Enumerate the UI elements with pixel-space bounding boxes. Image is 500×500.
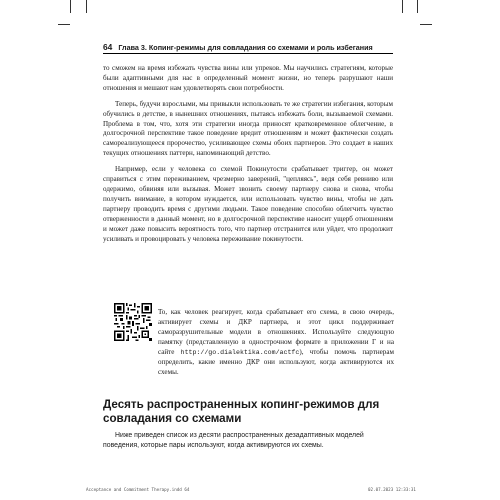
crop-mark	[417, 0, 418, 13]
paragraph: Например, если у человека со схемой Покинутости срабатывает триггер, он может справиться с этим переживанием, чрезмерно заверений, "цепляясь", ведя себя ревниво или одержимо, обвиняя или вызывая. Может звонить своему партнеру снова и снова, чтобы получить внимание, в котором нуждается, или использовать чувство вины, чтобы не дать партнеру проводить время с другими людьми. Такое поведение способно облегчить чувство отверженности в данный момент, но в долгосрочной перспективе наносит ущерб отношениям и может даже повысить вероятность того, что партнер отстранится или уйдет, что продолжит усиливать и провоцировать у человека переживание покинутости.	[103, 165, 393, 243]
qr-text-after: ), чтобы помочь партнерам определить, какие именно ДКР они используют, когда активируются их схемы.	[158, 347, 394, 376]
crop-mark	[402, 0, 403, 13]
crop-mark	[70, 0, 71, 13]
crop-mark	[58, 24, 70, 25]
qr-code-icon	[114, 303, 152, 341]
url-link[interactable]: http://go.dialektika.com/actfc	[180, 348, 300, 356]
paragraph: Теперь, будучи взрослыми, мы привыкли использовать те же стратегии избегания, которым обучились в детстве, в нынешних отношениях, пытаясь избежать боли, вызываемой схемами. Проблема в том, что, хотя эти стратегии иногда приносят кратковременное облегчение, в долгосрочной перспективе такое поведение вредит отношениям и может фактически создать самореализующееся пророчество, усиливающее схемы обоих партнеров. Это создает в наших текущих отношениях паттерн, напоминающий детство.	[103, 99, 393, 158]
paragraph: то сможем на время избежать чувства вины или упреков. Мы научились стратегиям, которые были адаптивными для нас в определенный момент жизни, но теперь разрушают наши отношения и мешают нам удовлетворять свои потребности.	[103, 64, 393, 92]
qr-text-before: То, как человек реагирует, когда срабатывает его схема, в свою очередь, активирует схемы и ДКР партнера, и этот цикл поддерживает саморазрушительные модели в отношениях. Используйте следующую памятку (представленную в однострочном формате в приложении Г и на сайте	[158, 308, 394, 356]
footer-left: Acceptance and Commitment Therapy.indd 64	[86, 487, 190, 492]
section-title: Десять распространенных копинг-режимов для совладания со схемами	[103, 398, 380, 425]
running-title: Глава 3. Копинг-режимы для совладания со схемами и роль избегания	[118, 43, 373, 52]
main-text	[103, 64, 393, 244]
running-header	[103, 42, 393, 52]
footer-right: 02.07.2023 12:33:31	[368, 487, 416, 492]
crop-mark	[86, 0, 87, 13]
qr-paragraph	[158, 308, 394, 377]
page-number: 64	[103, 42, 113, 52]
crop-mark	[420, 24, 432, 25]
header-rule	[103, 53, 393, 54]
intro-paragraph: Ниже приведен список из десяти распространенных дезадаптивных моделей поведения, которые пары используют, когда активируются их схемы.	[103, 432, 364, 449]
